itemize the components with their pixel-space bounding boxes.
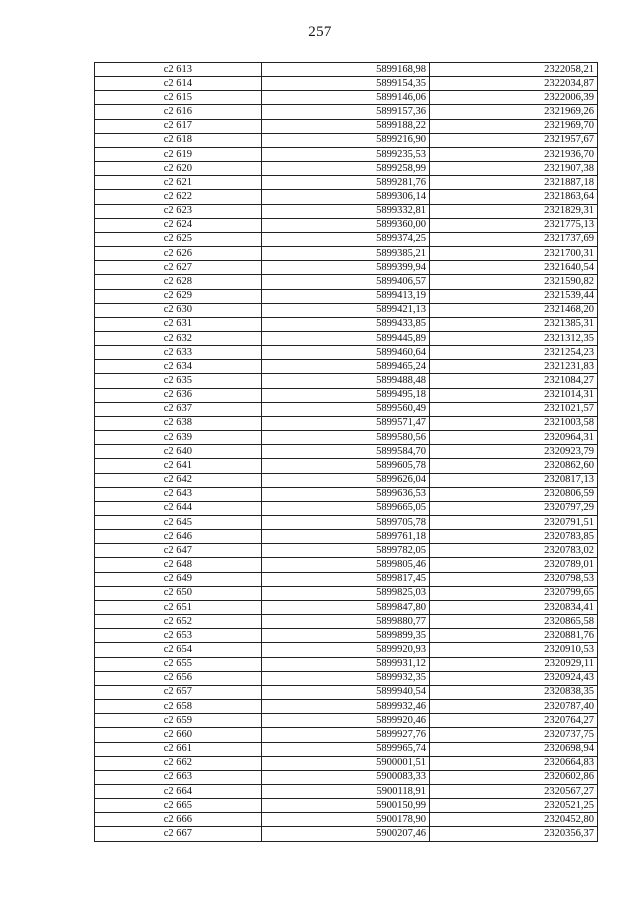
- x-coordinate-cell: 5899665,05: [262, 501, 430, 515]
- point-id-cell: с2 662: [95, 756, 262, 770]
- x-coordinate-cell: 5899465,24: [262, 360, 430, 374]
- x-coordinate-cell: 5900178,90: [262, 813, 430, 827]
- table-row: [95, 63, 598, 77]
- point-id-cell: с2 651: [95, 600, 262, 614]
- x-coordinate-cell: 5899495,18: [262, 388, 430, 402]
- x-coordinate-cell: 5899385,21: [262, 247, 430, 261]
- y-coordinate-cell: 2321907,38: [430, 162, 598, 176]
- x-coordinate-cell: 5899940,54: [262, 685, 430, 699]
- x-coordinate-cell: 5899460,64: [262, 346, 430, 360]
- y-coordinate-cell: 2321936,70: [430, 147, 598, 161]
- table-row: [95, 247, 598, 261]
- point-id-cell: с2 667: [95, 827, 262, 841]
- y-coordinate-cell: 2320862,60: [430, 459, 598, 473]
- x-coordinate-cell: 5899413,19: [262, 289, 430, 303]
- table-row: [95, 657, 598, 671]
- point-id-cell: с2 624: [95, 218, 262, 232]
- x-coordinate-cell: 5899626,04: [262, 473, 430, 487]
- x-coordinate-cell: 5899920,93: [262, 643, 430, 657]
- y-coordinate-cell: 2320817,13: [430, 473, 598, 487]
- x-coordinate-cell: 5900001,51: [262, 756, 430, 770]
- point-id-cell: с2 646: [95, 530, 262, 544]
- table-row: [95, 756, 598, 770]
- y-coordinate-cell: 2320521,25: [430, 799, 598, 813]
- table-row: [95, 374, 598, 388]
- y-coordinate-cell: 2321468,20: [430, 303, 598, 317]
- table-row: [95, 431, 598, 445]
- y-coordinate-cell: 2320791,51: [430, 516, 598, 530]
- point-id-cell: с2 623: [95, 204, 262, 218]
- table-row: [95, 501, 598, 515]
- y-coordinate-cell: 2322058,21: [430, 63, 598, 77]
- table-row: [95, 91, 598, 105]
- point-id-cell: с2 640: [95, 445, 262, 459]
- x-coordinate-cell: 5899825,03: [262, 586, 430, 600]
- table-row: [95, 784, 598, 798]
- point-id-cell: с2 625: [95, 232, 262, 246]
- table-row: [95, 275, 598, 289]
- table-row: [95, 799, 598, 813]
- point-id-cell: с2 635: [95, 374, 262, 388]
- point-id-cell: с2 648: [95, 558, 262, 572]
- y-coordinate-cell: 2320798,53: [430, 572, 598, 586]
- x-coordinate-cell: 5899584,70: [262, 445, 430, 459]
- table-row: [95, 119, 598, 133]
- y-coordinate-cell: 2320929,11: [430, 657, 598, 671]
- table-row: [95, 671, 598, 685]
- table-row: [95, 530, 598, 544]
- table-row: [95, 147, 598, 161]
- x-coordinate-cell: 5899931,12: [262, 657, 430, 671]
- y-coordinate-cell: 2320806,59: [430, 487, 598, 501]
- y-coordinate-cell: 2320356,37: [430, 827, 598, 841]
- x-coordinate-cell: 5899168,98: [262, 63, 430, 77]
- y-coordinate-cell: 2320789,01: [430, 558, 598, 572]
- y-coordinate-cell: 2321887,18: [430, 176, 598, 190]
- y-coordinate-cell: 2321957,67: [430, 133, 598, 147]
- x-coordinate-cell: 5900150,99: [262, 799, 430, 813]
- table-row: [95, 204, 598, 218]
- x-coordinate-cell: 5899927,76: [262, 728, 430, 742]
- table-row: [95, 572, 598, 586]
- table-row: [95, 162, 598, 176]
- table-row: [95, 289, 598, 303]
- point-id-cell: с2 657: [95, 685, 262, 699]
- y-coordinate-cell: 2320698,94: [430, 742, 598, 756]
- y-coordinate-cell: 2321539,44: [430, 289, 598, 303]
- y-coordinate-cell: 2322034,87: [430, 77, 598, 91]
- table-row: [95, 643, 598, 657]
- point-id-cell: с2 652: [95, 615, 262, 629]
- x-coordinate-cell: 5899932,35: [262, 671, 430, 685]
- point-id-cell: с2 631: [95, 317, 262, 331]
- point-id-cell: с2 649: [95, 572, 262, 586]
- x-coordinate-cell: 5899965,74: [262, 742, 430, 756]
- x-coordinate-cell: 5900118,91: [262, 784, 430, 798]
- x-coordinate-cell: 5899880,77: [262, 615, 430, 629]
- y-coordinate-cell: 2321737,69: [430, 232, 598, 246]
- table-row: [95, 346, 598, 360]
- y-coordinate-cell: 2321969,70: [430, 119, 598, 133]
- x-coordinate-cell: 5899399,94: [262, 261, 430, 275]
- y-coordinate-cell: 2320964,31: [430, 431, 598, 445]
- x-coordinate-cell: 5899433,85: [262, 317, 430, 331]
- point-id-cell: с2 647: [95, 544, 262, 558]
- table-row: [95, 77, 598, 91]
- point-id-cell: с2 617: [95, 119, 262, 133]
- x-coordinate-cell: 5899605,78: [262, 459, 430, 473]
- y-coordinate-cell: 2321312,35: [430, 331, 598, 345]
- point-id-cell: с2 620: [95, 162, 262, 176]
- y-coordinate-cell: 2321863,64: [430, 190, 598, 204]
- point-id-cell: с2 664: [95, 784, 262, 798]
- x-coordinate-cell: 5899154,35: [262, 77, 430, 91]
- y-coordinate-cell: 2321385,31: [430, 317, 598, 331]
- point-id-cell: с2 643: [95, 487, 262, 501]
- y-coordinate-cell: 2320838,35: [430, 685, 598, 699]
- point-id-cell: с2 619: [95, 147, 262, 161]
- x-coordinate-cell: 5899560,49: [262, 402, 430, 416]
- table-row: [95, 629, 598, 643]
- y-coordinate-cell: 2320783,02: [430, 544, 598, 558]
- x-coordinate-cell: 5899188,22: [262, 119, 430, 133]
- point-id-cell: с2 658: [95, 700, 262, 714]
- y-coordinate-cell: 2320881,76: [430, 629, 598, 643]
- point-id-cell: с2 638: [95, 416, 262, 430]
- table-row: [95, 827, 598, 841]
- table-row: [95, 317, 598, 331]
- table-row: [95, 685, 598, 699]
- x-coordinate-cell: 5899374,25: [262, 232, 430, 246]
- x-coordinate-cell: 5899805,46: [262, 558, 430, 572]
- y-coordinate-cell: 2321829,31: [430, 204, 598, 218]
- table-row: [95, 558, 598, 572]
- y-coordinate-cell: 2320783,85: [430, 530, 598, 544]
- x-coordinate-cell: 5899406,57: [262, 275, 430, 289]
- point-id-cell: с2 622: [95, 190, 262, 204]
- table-row: [95, 218, 598, 232]
- y-coordinate-cell: 2320602,86: [430, 770, 598, 784]
- point-id-cell: с2 639: [95, 431, 262, 445]
- table-row: [95, 388, 598, 402]
- x-coordinate-cell: 5900083,33: [262, 770, 430, 784]
- x-coordinate-cell: 5899306,14: [262, 190, 430, 204]
- x-coordinate-cell: 5899421,13: [262, 303, 430, 317]
- table-row: [95, 190, 598, 204]
- y-coordinate-cell: 2320567,27: [430, 784, 598, 798]
- table-row: [95, 615, 598, 629]
- point-id-cell: с2 632: [95, 331, 262, 345]
- table-row: [95, 105, 598, 119]
- x-coordinate-cell: 5899899,35: [262, 629, 430, 643]
- table-row: [95, 232, 598, 246]
- point-id-cell: с2 629: [95, 289, 262, 303]
- x-coordinate-cell: 5899571,47: [262, 416, 430, 430]
- y-coordinate-cell: 2320923,79: [430, 445, 598, 459]
- point-id-cell: с2 666: [95, 813, 262, 827]
- x-coordinate-cell: 5899932,46: [262, 700, 430, 714]
- table-row: [95, 402, 598, 416]
- y-coordinate-cell: 2321003,58: [430, 416, 598, 430]
- y-coordinate-cell: 2321700,31: [430, 247, 598, 261]
- x-coordinate-cell: 5899847,80: [262, 600, 430, 614]
- y-coordinate-cell: 2320664,83: [430, 756, 598, 770]
- coordinates-table: [94, 62, 598, 842]
- x-coordinate-cell: 5899580,56: [262, 431, 430, 445]
- y-coordinate-cell: 2320834,41: [430, 600, 598, 614]
- y-coordinate-cell: 2321775,13: [430, 218, 598, 232]
- point-id-cell: с2 661: [95, 742, 262, 756]
- x-coordinate-cell: 5899360,00: [262, 218, 430, 232]
- table-row: [95, 770, 598, 784]
- x-coordinate-cell: 5899445,89: [262, 331, 430, 345]
- table-row: [95, 700, 598, 714]
- y-coordinate-cell: 2320910,53: [430, 643, 598, 657]
- point-id-cell: с2 653: [95, 629, 262, 643]
- table-row: [95, 416, 598, 430]
- point-id-cell: с2 614: [95, 77, 262, 91]
- point-id-cell: с2 644: [95, 501, 262, 515]
- table-row: [95, 813, 598, 827]
- x-coordinate-cell: 5899920,46: [262, 714, 430, 728]
- y-coordinate-cell: 2321084,27: [430, 374, 598, 388]
- y-coordinate-cell: 2320797,29: [430, 501, 598, 515]
- table-row: [95, 516, 598, 530]
- x-coordinate-cell: 5899157,36: [262, 105, 430, 119]
- point-id-cell: с2 655: [95, 657, 262, 671]
- point-id-cell: с2 656: [95, 671, 262, 685]
- y-coordinate-cell: 2322006,39: [430, 91, 598, 105]
- table-row: [95, 303, 598, 317]
- y-coordinate-cell: 2320799,65: [430, 586, 598, 600]
- y-coordinate-cell: 2321590,82: [430, 275, 598, 289]
- y-coordinate-cell: 2321969,26: [430, 105, 598, 119]
- table-row: [95, 133, 598, 147]
- y-coordinate-cell: 2321231,83: [430, 360, 598, 374]
- point-id-cell: с2 630: [95, 303, 262, 317]
- point-id-cell: с2 615: [95, 91, 262, 105]
- point-id-cell: с2 642: [95, 473, 262, 487]
- point-id-cell: с2 636: [95, 388, 262, 402]
- x-coordinate-cell: 5900207,46: [262, 827, 430, 841]
- y-coordinate-cell: 2320865,58: [430, 615, 598, 629]
- table-row: [95, 473, 598, 487]
- table-row: [95, 728, 598, 742]
- point-id-cell: с2 660: [95, 728, 262, 742]
- x-coordinate-cell: 5899636,53: [262, 487, 430, 501]
- point-id-cell: с2 659: [95, 714, 262, 728]
- x-coordinate-cell: 5899258,99: [262, 162, 430, 176]
- y-coordinate-cell: 2321640,54: [430, 261, 598, 275]
- point-id-cell: с2 613: [95, 63, 262, 77]
- table-row: [95, 360, 598, 374]
- point-id-cell: с2 654: [95, 643, 262, 657]
- point-id-cell: с2 626: [95, 247, 262, 261]
- x-coordinate-cell: 5899216,90: [262, 133, 430, 147]
- x-coordinate-cell: 5899146,06: [262, 91, 430, 105]
- table-row: [95, 544, 598, 558]
- table-row: [95, 261, 598, 275]
- y-coordinate-cell: 2320737,75: [430, 728, 598, 742]
- table-row: [95, 742, 598, 756]
- point-id-cell: с2 634: [95, 360, 262, 374]
- x-coordinate-cell: 5899281,76: [262, 176, 430, 190]
- table-row: [95, 600, 598, 614]
- point-id-cell: с2 618: [95, 133, 262, 147]
- x-coordinate-cell: 5899235,53: [262, 147, 430, 161]
- y-coordinate-cell: 2321021,57: [430, 402, 598, 416]
- point-id-cell: с2 637: [95, 402, 262, 416]
- point-id-cell: с2 650: [95, 586, 262, 600]
- table-row: [95, 445, 598, 459]
- point-id-cell: с2 641: [95, 459, 262, 473]
- point-id-cell: с2 645: [95, 516, 262, 530]
- point-id-cell: с2 616: [95, 105, 262, 119]
- coordinates-table-body: [95, 63, 598, 842]
- table-row: [95, 176, 598, 190]
- point-id-cell: с2 633: [95, 346, 262, 360]
- y-coordinate-cell: 2320924,43: [430, 671, 598, 685]
- table-row: [95, 586, 598, 600]
- x-coordinate-cell: 5899488,48: [262, 374, 430, 388]
- point-id-cell: с2 621: [95, 176, 262, 190]
- point-id-cell: с2 627: [95, 261, 262, 275]
- y-coordinate-cell: 2320764,27: [430, 714, 598, 728]
- y-coordinate-cell: 2321014,31: [430, 388, 598, 402]
- table-row: [95, 331, 598, 345]
- x-coordinate-cell: 5899332,81: [262, 204, 430, 218]
- point-id-cell: с2 628: [95, 275, 262, 289]
- point-id-cell: с2 665: [95, 799, 262, 813]
- y-coordinate-cell: 2320452,80: [430, 813, 598, 827]
- table-row: [95, 487, 598, 501]
- y-coordinate-cell: 2321254,23: [430, 346, 598, 360]
- y-coordinate-cell: 2320787,40: [430, 700, 598, 714]
- x-coordinate-cell: 5899705,78: [262, 516, 430, 530]
- page-number: 257: [308, 24, 332, 40]
- x-coordinate-cell: 5899817,45: [262, 572, 430, 586]
- table-row: [95, 459, 598, 473]
- point-id-cell: с2 663: [95, 770, 262, 784]
- table-row: [95, 714, 598, 728]
- x-coordinate-cell: 5899761,18: [262, 530, 430, 544]
- x-coordinate-cell: 5899782,05: [262, 544, 430, 558]
